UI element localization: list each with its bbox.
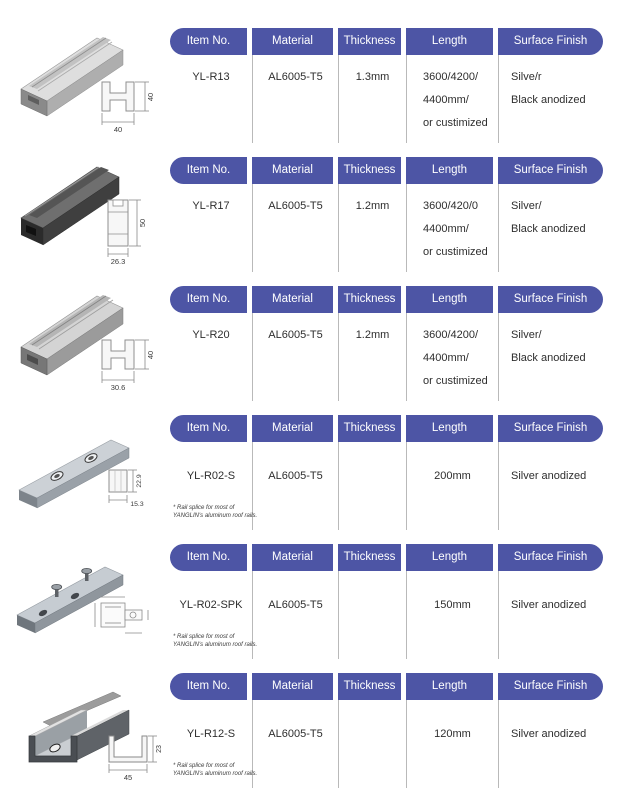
splice-illustration	[5, 541, 165, 653]
col-material: Material	[252, 28, 333, 55]
cell-item-no: YL-R13	[192, 71, 230, 83]
col-material: Material	[252, 415, 333, 442]
col-surface-finish: Surface Finish	[498, 544, 603, 571]
product-image-yl-r13	[0, 16, 170, 145]
col-surface-finish: Surface Finish	[498, 286, 603, 313]
cell-item-no: YL-R20	[192, 329, 230, 341]
product-row-yl-r12-s	[0, 661, 624, 790]
product-row-yl-r02-spk	[0, 532, 624, 661]
col-thickness: Thickness	[338, 415, 401, 442]
dim-width-label: 45	[123, 772, 133, 782]
spec-table	[170, 16, 624, 145]
cell-length: 3600/420/0 4400mm/ or custimized	[406, 184, 498, 272]
footnote: * Rail splice for most of YANGLIN's aluminum roof rails.	[173, 763, 258, 777]
product-image-yl-r02-spk	[0, 532, 170, 661]
cell-material: AL6005-T5	[252, 184, 338, 272]
dim-height-label: 50	[138, 218, 147, 227]
spec-table	[170, 403, 624, 532]
cell-surface-finish: Silver/ Black anodized	[498, 313, 603, 401]
col-thickness: Thickness	[338, 28, 401, 55]
col-surface-finish: Surface Finish	[498, 673, 603, 700]
cell-thickness	[338, 571, 406, 659]
dim-height-label: 22.9	[136, 473, 143, 488]
col-surface-finish: Surface Finish	[498, 415, 603, 442]
col-length: Length	[406, 157, 493, 184]
table-header	[170, 544, 624, 571]
cell-surface-finish: Silver anodized	[498, 571, 603, 659]
col-item-no: Item No.	[170, 415, 247, 442]
table-body	[170, 184, 624, 272]
cell-surface-finish: Silver anodized	[498, 442, 603, 530]
table-body	[170, 313, 624, 401]
dim-height-label: 23	[156, 744, 163, 753]
col-surface-finish: Surface Finish	[498, 157, 603, 184]
cell-surface-finish: Silver/ Black anodized	[498, 184, 603, 272]
cell-thickness	[338, 442, 406, 530]
cell-thickness	[338, 700, 406, 788]
product-row-yl-r02-s	[0, 403, 624, 532]
col-thickness: Thickness	[338, 544, 401, 571]
spec-table	[170, 661, 624, 790]
spec-table	[170, 274, 624, 403]
col-material: Material	[252, 544, 333, 571]
col-surface-finish: Surface Finish	[498, 28, 603, 55]
dim-width-label: 26.3	[110, 256, 126, 266]
footnote: * Rail splice for most of YANGLIN's aluminum roof rails.	[173, 634, 258, 648]
cell-thickness: 1.2mm	[338, 184, 406, 272]
col-length: Length	[406, 286, 493, 313]
splice-illustration	[5, 412, 165, 524]
cell-material: AL6005-T5	[252, 313, 338, 401]
dim-width-label: 15.3	[130, 500, 144, 508]
dim-width-label: 30.6	[110, 382, 126, 392]
col-item-no: Item No.	[170, 28, 247, 55]
col-thickness: Thickness	[338, 286, 401, 313]
table-body	[170, 55, 624, 143]
cell-length: 120mm	[406, 700, 498, 788]
cell-length: 150mm	[406, 571, 498, 659]
cell-surface-finish: Silve/r Black anodized	[498, 55, 603, 143]
cell-surface-finish: Silver anodized	[498, 700, 603, 788]
dim-height-label: 40	[146, 92, 155, 101]
table-header	[170, 673, 624, 700]
product-row-yl-r20	[0, 274, 624, 403]
cell-material: AL6005-T5	[252, 571, 338, 659]
dim-height-label: 40	[146, 350, 155, 359]
col-thickness: Thickness	[338, 673, 401, 700]
col-length: Length	[406, 28, 493, 55]
cell-item-no: YL-R02-SPK	[179, 599, 243, 611]
rail-illustration	[5, 283, 165, 395]
cell-material: AL6005-T5	[252, 700, 338, 788]
col-length: Length	[406, 544, 493, 571]
footnote: * Rail splice for most of YANGLIN's aluminum roof rails.	[173, 505, 258, 519]
product-row-yl-r13	[0, 16, 624, 145]
cell-item-no: YL-R17	[192, 200, 230, 212]
col-material: Material	[252, 157, 333, 184]
col-material: Material	[252, 673, 333, 700]
col-item-no: Item No.	[170, 544, 247, 571]
cell-thickness: 1.3mm	[338, 55, 406, 143]
spec-table	[170, 145, 624, 274]
table-header	[170, 415, 624, 442]
cell-length: 3600/4200/ 4400mm/ or custimized	[406, 55, 498, 143]
spec-table	[170, 532, 624, 661]
product-row-yl-r17	[0, 145, 624, 274]
channel-illustration	[5, 670, 165, 782]
product-image-yl-r12-s	[0, 661, 170, 790]
dim-width-label: 40	[113, 124, 123, 134]
product-image-yl-r20	[0, 274, 170, 403]
rail-illustration	[5, 25, 165, 137]
col-item-no: Item No.	[170, 286, 247, 313]
table-header	[170, 286, 624, 313]
cell-material: AL6005-T5	[252, 442, 338, 530]
col-material: Material	[252, 286, 333, 313]
cell-material: AL6005-T5	[252, 55, 338, 143]
col-length: Length	[406, 415, 493, 442]
table-header	[170, 157, 624, 184]
product-image-yl-r17	[0, 145, 170, 274]
cell-item-no: YL-R12-S	[186, 728, 236, 740]
col-thickness: Thickness	[338, 157, 401, 184]
cell-length: 3600/4200/ 4400mm/ or custimized	[406, 313, 498, 401]
rail-illustration	[5, 154, 165, 266]
cell-item-no: YL-R02-S	[186, 470, 236, 482]
col-item-no: Item No.	[170, 673, 247, 700]
product-image-yl-r02-s	[0, 403, 170, 532]
cell-length: 200mm	[406, 442, 498, 530]
col-item-no: Item No.	[170, 157, 247, 184]
table-header	[170, 28, 624, 55]
col-length: Length	[406, 673, 493, 700]
cell-thickness: 1.2mm	[338, 313, 406, 401]
